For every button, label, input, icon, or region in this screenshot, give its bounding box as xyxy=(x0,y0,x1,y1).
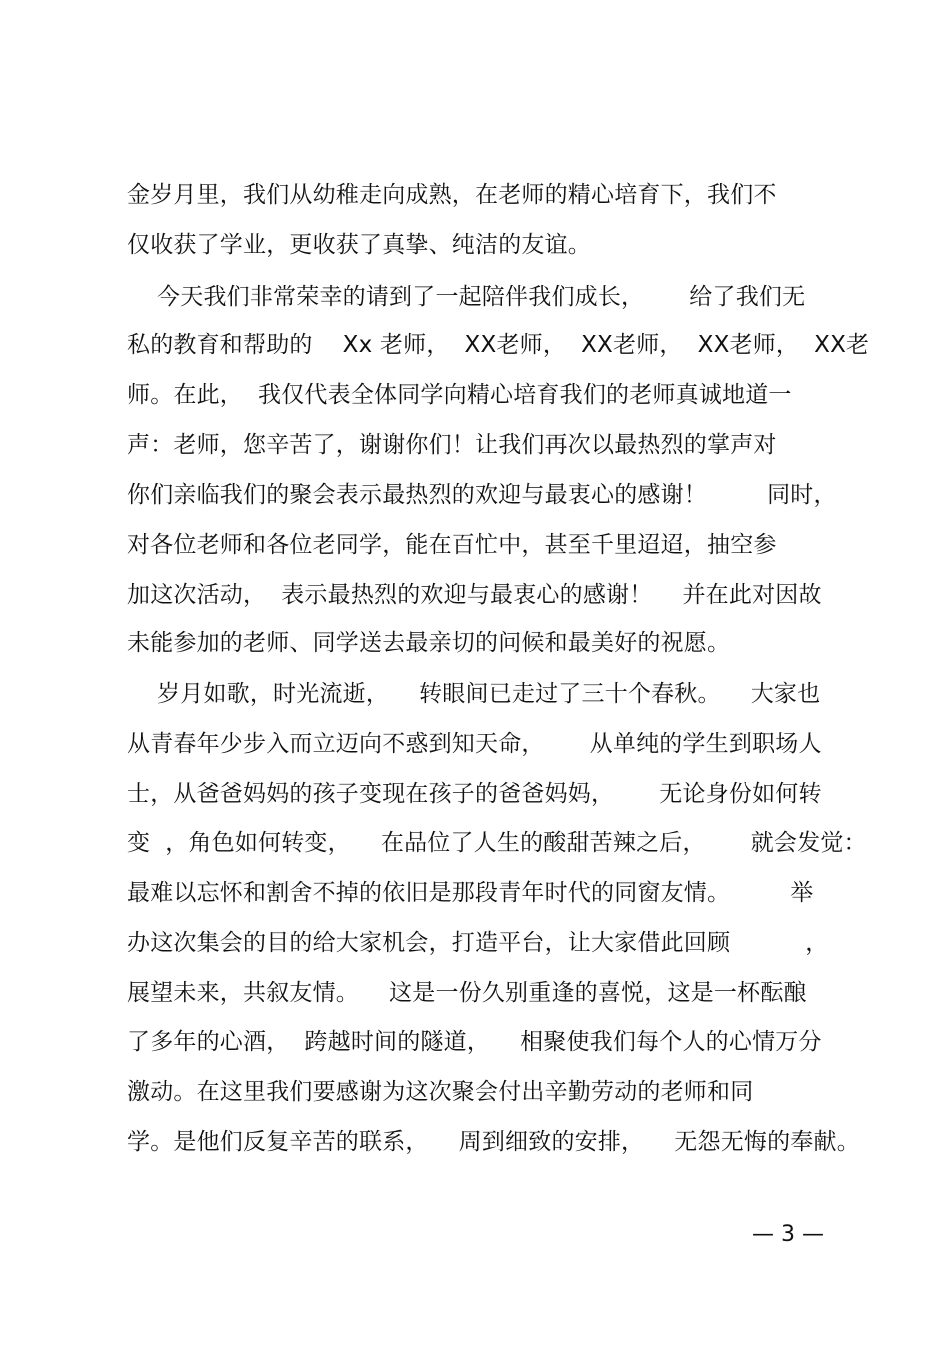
paragraph-line: 你们亲临我们的聚会表示最热烈的欢迎与最衷心的感谢！ 同时， xyxy=(127,482,837,508)
paragraph-line: 私的教育和帮助的 Xx 老师， XX老师， XX老师， XX老师， XX老 xyxy=(127,332,870,358)
paragraph-line: 最难以忘怀和割舍不掉的依旧是那段青年时代的同窗友情。 举 xyxy=(127,880,814,906)
paragraph-line: 变 ，角色如何转变， 在品位了人生的酸甜苦辣之后， 就会发觉： xyxy=(127,830,867,856)
paragraph-line: 未能参加的老师、同学送去最亲切的问候和最美好的祝愿。 xyxy=(127,630,731,656)
paragraph-line: 士，从爸爸妈妈的孩子变现在孩子的爸爸妈妈， 无论身份如何转 xyxy=(127,781,822,807)
paragraph-line: 声：老师，您辛苦了，谢谢你们！让我们再次以最热烈的掌声对 xyxy=(127,432,777,458)
paragraph-line: 仅收获了学业，更收获了真挚、纯洁的友谊。 xyxy=(127,232,591,258)
paragraph-line: 加这次活动， 表示最热烈的欢迎与最衷心的感谢！ 并在此对因故 xyxy=(127,582,822,608)
paragraph-line: 师。在此， 我仅代表全体同学向精心培育我们的老师真诚地道一 xyxy=(127,382,792,408)
paragraph-line: 展望未来，共叙友情。 这是一份久别重逢的喜悦，这是一杯酝酿 xyxy=(127,980,807,1006)
paragraph-line: 从青春年少步入而立迈向不惑到知天命， 从单纯的学生到职场人 xyxy=(127,731,822,757)
paragraph-line: 对各位老师和各位老同学，能在百忙中，甚至千里迢迢，抽空参 xyxy=(127,532,777,558)
paragraph-line: 激动。在这里我们要感谢为这次聚会付出辛勤劳动的老师和同 xyxy=(127,1079,754,1105)
paragraph-line: 今天我们非常荣幸的请到了一起陪伴我们成长， 给了我们无 xyxy=(127,284,806,310)
page-number: — 3 — xyxy=(752,1222,824,1247)
paragraph-line: 办这次集会的目的给大家机会，打造平台，让大家借此回顾 ， xyxy=(127,930,829,956)
paragraph-line: 金岁月里，我们从幼稚走向成熟，在老师的精心培育下，我们不 xyxy=(127,182,777,208)
paragraph-line: 了多年的心酒， 跨越时间的隧道， 相聚使我们每个人的心情万分 xyxy=(127,1029,822,1055)
paragraph-line: 岁月如歌，时光流逝， 转眼间已走过了三十个春秋。 大家也 xyxy=(127,681,821,707)
paragraph-line: 学。是他们反复辛苦的联系， 周到细致的安排， 无怨无悔的奉献。 xyxy=(127,1129,860,1155)
